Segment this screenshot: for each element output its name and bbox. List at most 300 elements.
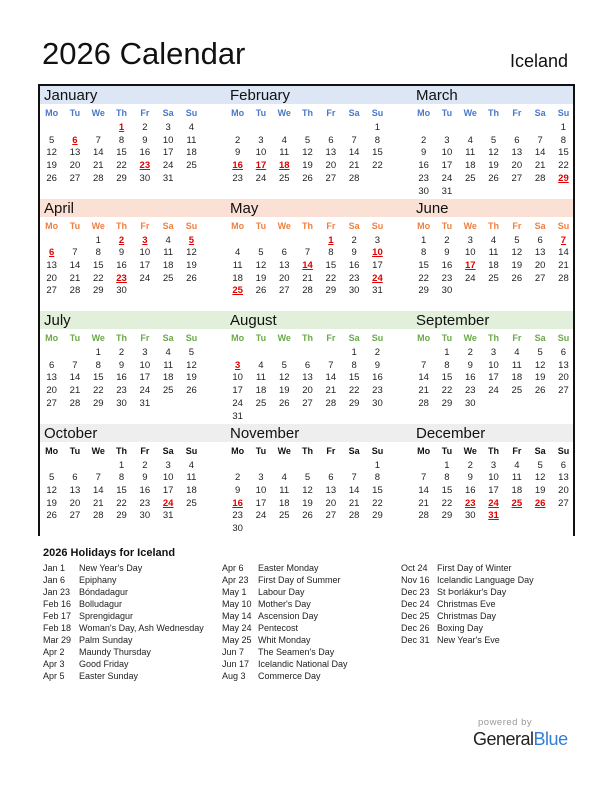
calendar-day[interactable]: 23: [116, 385, 127, 397]
calendar-day[interactable]: 22: [348, 385, 360, 397]
calendar-day[interactable]: 17: [162, 147, 174, 159]
holiday-day[interactable]: 25: [511, 497, 523, 509]
calendar-day[interactable]: 11: [279, 484, 290, 496]
calendar-day[interactable]: 7: [421, 472, 427, 484]
calendar-day[interactable]: 2: [142, 459, 148, 471]
calendar-day[interactable]: 31: [162, 510, 174, 522]
calendar-day[interactable]: 2: [351, 234, 357, 246]
calendar-day[interactable]: 8: [421, 247, 427, 259]
calendar-day[interactable]: 3: [165, 459, 171, 471]
calendar-day[interactable]: 16: [139, 484, 151, 496]
calendar-day[interactable]: 14: [92, 147, 104, 159]
calendar-day[interactable]: 28: [418, 397, 429, 409]
holiday-day[interactable]: 3: [235, 359, 241, 371]
calendar-day[interactable]: 22: [92, 272, 104, 284]
calendar-day[interactable]: 2: [421, 134, 427, 146]
calendar-day[interactable]: 4: [467, 134, 473, 146]
holiday-day[interactable]: 1: [328, 234, 334, 246]
calendar-day[interactable]: 27: [558, 497, 569, 509]
calendar-day[interactable]: 4: [188, 459, 195, 471]
calendar-day[interactable]: 6: [304, 359, 311, 371]
calendar-day[interactable]: 24: [139, 272, 151, 284]
calendar-day[interactable]: 13: [46, 372, 57, 384]
calendar-day[interactable]: 26: [488, 172, 499, 184]
calendar-day[interactable]: 5: [49, 472, 55, 484]
calendar-day[interactable]: 17: [139, 259, 151, 271]
calendar-day[interactable]: 20: [69, 160, 81, 172]
calendar-day[interactable]: 27: [46, 285, 57, 297]
calendar-day[interactable]: 21: [69, 385, 81, 397]
calendar-day[interactable]: 8: [444, 472, 450, 484]
calendar-day[interactable]: 16: [348, 259, 360, 271]
calendar-day[interactable]: 10: [139, 247, 151, 259]
calendar-day[interactable]: 15: [116, 484, 127, 496]
calendar-day[interactable]: 30: [418, 185, 429, 197]
calendar-day[interactable]: 27: [46, 397, 57, 409]
calendar-day[interactable]: 19: [186, 259, 197, 271]
calendar-day[interactable]: 3: [258, 134, 264, 146]
calendar-day[interactable]: 25: [464, 172, 476, 184]
calendar-day[interactable]: 31: [232, 410, 243, 422]
calendar-day[interactable]: 10: [464, 247, 476, 259]
calendar-day[interactable]: 27: [558, 385, 569, 397]
calendar-day[interactable]: 9: [467, 472, 473, 484]
calendar-day[interactable]: 4: [514, 347, 520, 358]
calendar-day[interactable]: 18: [255, 385, 267, 397]
calendar-day[interactable]: 29: [92, 285, 104, 297]
calendar-day[interactable]: 23: [232, 510, 243, 522]
calendar-day[interactable]: 3: [490, 347, 497, 358]
calendar-day[interactable]: 25: [278, 172, 290, 184]
calendar-day[interactable]: 1: [95, 347, 101, 358]
holiday-day[interactable]: 23: [464, 497, 476, 509]
calendar-day[interactable]: 22: [558, 160, 569, 172]
calendar-day[interactable]: 7: [95, 472, 101, 484]
calendar-day[interactable]: 11: [511, 472, 522, 484]
calendar-day[interactable]: 8: [374, 472, 381, 484]
calendar-day[interactable]: 8: [95, 247, 101, 259]
calendar-day[interactable]: 20: [46, 385, 57, 397]
calendar-day[interactable]: 15: [441, 372, 453, 384]
calendar-day[interactable]: 7: [421, 359, 427, 371]
calendar-day[interactable]: 14: [418, 484, 429, 496]
calendar-day[interactable]: 8: [560, 134, 567, 146]
calendar-day[interactable]: 27: [69, 172, 81, 184]
calendar-day[interactable]: 15: [92, 259, 104, 271]
calendar-day[interactable]: 12: [302, 484, 313, 496]
calendar-day[interactable]: 29: [116, 510, 127, 522]
calendar-day[interactable]: 22: [325, 272, 337, 284]
calendar-day[interactable]: 22: [372, 160, 383, 172]
calendar-day[interactable]: 26: [46, 510, 57, 522]
calendar-day[interactable]: 24: [488, 385, 499, 397]
calendar-day[interactable]: 20: [534, 259, 546, 271]
calendar-day[interactable]: 18: [488, 259, 499, 271]
calendar-day[interactable]: 27: [302, 397, 313, 409]
holiday-day[interactable]: 23: [139, 160, 151, 172]
calendar-day[interactable]: 3: [258, 472, 264, 484]
calendar-day[interactable]: 1: [351, 347, 357, 358]
holiday-day[interactable]: 26: [534, 497, 546, 509]
calendar-day[interactable]: 12: [511, 247, 523, 259]
calendar-day[interactable]: 5: [188, 347, 195, 358]
calendar-day[interactable]: 20: [325, 497, 337, 509]
calendar-day[interactable]: 6: [560, 347, 567, 358]
calendar-day[interactable]: 25: [511, 385, 523, 397]
calendar-day[interactable]: 6: [49, 359, 55, 371]
calendar-day[interactable]: 17: [441, 160, 453, 172]
calendar-day[interactable]: 3: [165, 122, 171, 133]
calendar-day[interactable]: 7: [351, 472, 357, 484]
calendar-day[interactable]: 7: [328, 359, 334, 371]
calendar-day[interactable]: 1: [374, 122, 381, 133]
calendar-day[interactable]: 30: [372, 397, 383, 409]
calendar-day[interactable]: 30: [116, 397, 127, 409]
calendar-day[interactable]: 4: [165, 234, 171, 246]
holiday-day[interactable]: 24: [372, 272, 383, 284]
calendar-day[interactable]: 9: [374, 359, 381, 371]
calendar-day[interactable]: 16: [464, 372, 476, 384]
calendar-day[interactable]: 30: [139, 510, 151, 522]
calendar-day[interactable]: 23: [348, 272, 360, 284]
calendar-day[interactable]: 12: [534, 472, 546, 484]
calendar-day[interactable]: 28: [325, 397, 337, 409]
calendar-day[interactable]: 22: [116, 497, 127, 509]
calendar-day[interactable]: 9: [351, 247, 357, 259]
calendar-day[interactable]: 19: [302, 160, 313, 172]
generalblue-logo[interactable]: [473, 729, 568, 750]
calendar-day[interactable]: 14: [348, 484, 360, 496]
holiday-day[interactable]: 23: [116, 272, 127, 284]
calendar-day[interactable]: 9: [142, 472, 148, 484]
calendar-day[interactable]: 11: [186, 472, 197, 484]
calendar-day[interactable]: 21: [534, 160, 546, 172]
calendar-day[interactable]: 5: [537, 347, 543, 358]
calendar-day[interactable]: 7: [72, 247, 78, 259]
calendar-day[interactable]: 4: [490, 234, 497, 246]
calendar-day[interactable]: 27: [511, 172, 523, 184]
holiday-day[interactable]: 29: [558, 172, 569, 184]
calendar-day[interactable]: 26: [255, 285, 267, 297]
calendar-day[interactable]: 2: [374, 347, 381, 358]
calendar-day[interactable]: 28: [558, 272, 569, 284]
calendar-day[interactable]: 30: [464, 397, 476, 409]
calendar-day[interactable]: 12: [278, 372, 290, 384]
calendar-day[interactable]: 16: [441, 259, 453, 271]
calendar-day[interactable]: 19: [534, 484, 546, 496]
calendar-day[interactable]: 26: [511, 272, 523, 284]
calendar-day[interactable]: 29: [441, 397, 453, 409]
calendar-day[interactable]: 10: [488, 359, 499, 371]
calendar-day[interactable]: 18: [232, 272, 243, 284]
calendar-day[interactable]: 25: [162, 272, 174, 284]
calendar-day[interactable]: 4: [188, 122, 195, 133]
calendar-day[interactable]: 8: [95, 359, 101, 371]
calendar-day[interactable]: 26: [302, 172, 313, 184]
calendar-day[interactable]: 11: [163, 359, 174, 371]
calendar-day[interactable]: 25: [278, 510, 290, 522]
calendar-day[interactable]: 31: [441, 185, 453, 197]
calendar-day[interactable]: 21: [69, 272, 81, 284]
calendar-day[interactable]: 14: [348, 147, 360, 159]
calendar-day[interactable]: 4: [514, 459, 520, 471]
calendar-day[interactable]: 3: [490, 459, 497, 471]
calendar-day[interactable]: 7: [537, 134, 543, 146]
holiday-day[interactable]: 6: [72, 134, 78, 146]
calendar-day[interactable]: 22: [372, 497, 383, 509]
calendar-day[interactable]: 30: [441, 285, 453, 297]
calendar-day[interactable]: 13: [325, 147, 337, 159]
calendar-day[interactable]: 18: [162, 372, 174, 384]
calendar-day[interactable]: 10: [255, 484, 267, 496]
calendar-day[interactable]: 21: [348, 160, 360, 172]
calendar-day[interactable]: 3: [374, 234, 381, 246]
calendar-day[interactable]: 5: [490, 134, 497, 146]
calendar-day[interactable]: 2: [467, 459, 473, 471]
calendar-day[interactable]: 4: [281, 134, 287, 146]
calendar-day[interactable]: 12: [255, 259, 267, 271]
calendar-day[interactable]: 12: [534, 359, 546, 371]
calendar-day[interactable]: 17: [255, 497, 267, 509]
calendar-day[interactable]: 29: [92, 397, 104, 409]
calendar-day[interactable]: 12: [488, 147, 499, 159]
calendar-day[interactable]: 17: [139, 372, 151, 384]
calendar-day[interactable]: 1: [444, 459, 450, 471]
calendar-day[interactable]: 29: [116, 172, 127, 184]
calendar-day[interactable]: 28: [348, 510, 360, 522]
calendar-day[interactable]: 16: [464, 484, 476, 496]
calendar-day[interactable]: 6: [560, 459, 567, 471]
calendar-day[interactable]: 6: [281, 247, 287, 259]
calendar-day[interactable]: 14: [534, 147, 546, 159]
calendar-day[interactable]: 6: [328, 134, 334, 146]
calendar-day[interactable]: 30: [232, 523, 243, 534]
calendar-day[interactable]: 28: [69, 397, 81, 409]
calendar-day[interactable]: 16: [418, 160, 429, 172]
calendar-day[interactable]: 1: [95, 234, 101, 246]
calendar-day[interactable]: 15: [348, 372, 360, 384]
calendar-day[interactable]: 26: [302, 510, 313, 522]
calendar-day[interactable]: 19: [302, 497, 313, 509]
calendar-day[interactable]: 16: [139, 147, 151, 159]
holiday-day[interactable]: 24: [488, 497, 499, 509]
calendar-day[interactable]: 22: [92, 385, 104, 397]
calendar-day[interactable]: 21: [325, 385, 337, 397]
calendar-day[interactable]: 17: [162, 484, 174, 496]
calendar-day[interactable]: 21: [302, 272, 313, 284]
calendar-day[interactable]: 18: [278, 497, 290, 509]
calendar-day[interactable]: 27: [325, 510, 337, 522]
calendar-day[interactable]: 27: [69, 510, 81, 522]
calendar-day[interactable]: 17: [488, 372, 499, 384]
calendar-day[interactable]: 14: [325, 372, 337, 384]
calendar-day[interactable]: 19: [46, 497, 57, 509]
calendar-day[interactable]: 2: [467, 347, 473, 358]
calendar-day[interactable]: 26: [46, 172, 57, 184]
calendar-day[interactable]: 9: [467, 359, 473, 371]
holiday-day[interactable]: 5: [188, 234, 195, 246]
calendar-day[interactable]: 23: [418, 172, 429, 184]
calendar-day[interactable]: 6: [514, 134, 520, 146]
calendar-day[interactable]: 13: [302, 372, 313, 384]
calendar-day[interactable]: 12: [46, 484, 57, 496]
calendar-day[interactable]: 10: [232, 372, 243, 384]
calendar-day[interactable]: 27: [534, 272, 546, 284]
calendar-day[interactable]: 6: [72, 472, 78, 484]
calendar-day[interactable]: 2: [142, 122, 148, 133]
calendar-day[interactable]: 5: [304, 134, 311, 146]
calendar-day[interactable]: 24: [464, 272, 476, 284]
calendar-day[interactable]: 24: [255, 172, 267, 184]
holiday-day[interactable]: 6: [49, 247, 55, 259]
calendar-day[interactable]: 10: [139, 359, 151, 371]
holiday-day[interactable]: 1: [118, 122, 125, 133]
calendar-day[interactable]: 4: [165, 347, 171, 358]
calendar-day[interactable]: 16: [116, 372, 127, 384]
calendar-day[interactable]: 5: [537, 459, 543, 471]
calendar-day[interactable]: 1: [560, 122, 567, 133]
calendar-day[interactable]: 21: [92, 160, 104, 172]
calendar-day[interactable]: 14: [92, 484, 104, 496]
calendar-day[interactable]: 10: [441, 147, 453, 159]
calendar-day[interactable]: 18: [186, 147, 197, 159]
calendar-day[interactable]: 11: [232, 259, 243, 271]
calendar-day[interactable]: 31: [139, 397, 151, 409]
calendar-day[interactable]: 1: [421, 234, 427, 246]
calendar-day[interactable]: 9: [118, 247, 125, 259]
calendar-day[interactable]: 11: [488, 247, 499, 259]
calendar-day[interactable]: 25: [162, 385, 174, 397]
calendar-day[interactable]: 31: [162, 172, 174, 184]
calendar-day[interactable]: 23: [139, 497, 151, 509]
holiday-day[interactable]: 25: [232, 285, 243, 297]
calendar-day[interactable]: 13: [69, 484, 81, 496]
calendar-day[interactable]: 29: [348, 397, 360, 409]
holiday-day[interactable]: 10: [372, 247, 383, 259]
calendar-day[interactable]: 2: [118, 347, 125, 358]
holiday-day[interactable]: 31: [488, 510, 499, 522]
calendar-day[interactable]: 12: [302, 147, 313, 159]
calendar-day[interactable]: 19: [534, 372, 546, 384]
calendar-day[interactable]: 16: [372, 372, 383, 384]
calendar-day[interactable]: 6: [537, 234, 543, 246]
calendar-day[interactable]: 9: [421, 147, 427, 159]
calendar-day[interactable]: 15: [558, 147, 569, 159]
calendar-day[interactable]: 19: [186, 372, 197, 384]
calendar-day[interactable]: 28: [92, 510, 104, 522]
calendar-day[interactable]: 31: [372, 285, 383, 297]
calendar-day[interactable]: 7: [304, 247, 311, 259]
calendar-day[interactable]: 23: [464, 385, 476, 397]
calendar-day[interactable]: 13: [511, 147, 523, 159]
holiday-day[interactable]: 3: [142, 234, 148, 246]
calendar-day[interactable]: 7: [72, 359, 78, 371]
calendar-day[interactable]: 18: [162, 259, 174, 271]
holiday-day[interactable]: 24: [162, 497, 174, 509]
calendar-day[interactable]: 21: [418, 385, 429, 397]
calendar-day[interactable]: 9: [444, 247, 450, 259]
calendar-day[interactable]: 26: [278, 397, 290, 409]
calendar-day[interactable]: 22: [418, 272, 429, 284]
calendar-day[interactable]: 13: [558, 359, 569, 371]
calendar-day[interactable]: 11: [465, 147, 476, 159]
calendar-day[interactable]: 19: [255, 272, 267, 284]
calendar-day[interactable]: 20: [558, 372, 569, 384]
holiday-day[interactable]: 17: [255, 160, 267, 172]
calendar-day[interactable]: 23: [372, 385, 383, 397]
calendar-day[interactable]: 15: [116, 147, 127, 159]
calendar-day[interactable]: 14: [69, 372, 81, 384]
holiday-day[interactable]: 16: [232, 497, 243, 509]
calendar-day[interactable]: 28: [348, 172, 360, 184]
calendar-day[interactable]: 18: [464, 160, 476, 172]
calendar-day[interactable]: 6: [328, 472, 334, 484]
calendar-day[interactable]: 13: [278, 259, 290, 271]
calendar-day[interactable]: 16: [116, 259, 127, 271]
calendar-day[interactable]: 21: [92, 497, 104, 509]
calendar-day[interactable]: 25: [488, 272, 499, 284]
calendar-day[interactable]: 23: [441, 272, 453, 284]
calendar-day[interactable]: 3: [444, 134, 450, 146]
calendar-day[interactable]: 24: [139, 385, 151, 397]
calendar-day[interactable]: 18: [511, 484, 523, 496]
calendar-day[interactable]: 9: [142, 134, 148, 146]
holiday-day[interactable]: 2: [118, 234, 125, 246]
calendar-day[interactable]: 19: [511, 259, 523, 271]
calendar-day[interactable]: 13: [46, 259, 57, 271]
calendar-day[interactable]: 23: [232, 172, 243, 184]
calendar-day[interactable]: 17: [232, 385, 243, 397]
calendar-day[interactable]: 19: [488, 160, 499, 172]
holiday-day[interactable]: 14: [302, 259, 313, 271]
holiday-day[interactable]: 7: [560, 234, 567, 246]
calendar-day[interactable]: 13: [69, 147, 81, 159]
calendar-day[interactable]: 28: [92, 172, 104, 184]
calendar-day[interactable]: 20: [325, 160, 337, 172]
calendar-day[interactable]: 5: [258, 247, 264, 259]
calendar-day[interactable]: 1: [118, 459, 125, 471]
holiday-day[interactable]: 16: [232, 160, 243, 172]
calendar-day[interactable]: 28: [534, 172, 546, 184]
calendar-day[interactable]: 30: [116, 285, 127, 297]
calendar-day[interactable]: 30: [464, 510, 476, 522]
calendar-day[interactable]: 24: [441, 172, 453, 184]
calendar-day[interactable]: 22: [441, 385, 453, 397]
calendar-day[interactable]: 15: [325, 259, 337, 271]
calendar-day[interactable]: 12: [46, 147, 57, 159]
calendar-day[interactable]: 26: [186, 272, 197, 284]
calendar-day[interactable]: 10: [162, 472, 174, 484]
calendar-day[interactable]: 29: [441, 510, 453, 522]
calendar-day[interactable]: 2: [235, 134, 241, 146]
calendar-day[interactable]: 10: [162, 134, 174, 146]
calendar-day[interactable]: 12: [186, 247, 197, 259]
calendar-day[interactable]: 8: [118, 134, 125, 146]
calendar-day[interactable]: 28: [302, 285, 313, 297]
calendar-day[interactable]: 2: [235, 472, 241, 484]
calendar-day[interactable]: 27: [278, 285, 290, 297]
calendar-day[interactable]: 21: [558, 259, 569, 271]
calendar-day[interactable]: 15: [92, 372, 104, 384]
calendar-day[interactable]: 3: [142, 347, 148, 358]
calendar-day[interactable]: 8: [444, 359, 450, 371]
calendar-day[interactable]: 7: [95, 134, 101, 146]
calendar-day[interactable]: 11: [511, 359, 522, 371]
holiday-day[interactable]: 17: [464, 259, 476, 271]
calendar-day[interactable]: 29: [418, 285, 429, 297]
calendar-day[interactable]: 24: [255, 510, 267, 522]
calendar-day[interactable]: 28: [69, 285, 81, 297]
